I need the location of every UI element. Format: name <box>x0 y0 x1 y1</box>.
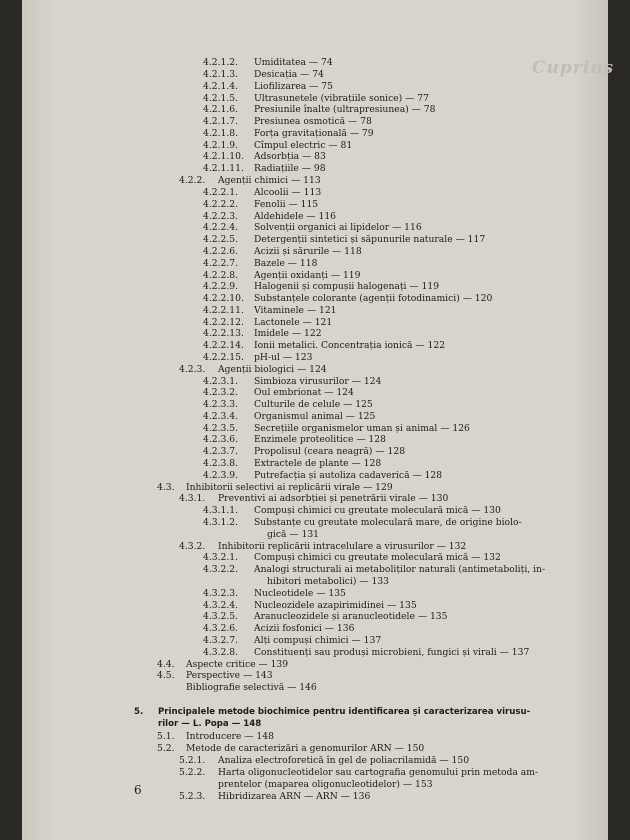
toc-entry: 4.2.3.5. Secrețiile organismelor uman și animal — 126 <box>203 423 470 434</box>
toc-entry: 4.2.2.2. Fenolii — 115 <box>203 199 319 210</box>
toc-entry-continuation: prentelor (maparea oligonucleotidelor) — 153 <box>218 779 433 790</box>
toc-entry: 4.2.3.3. Culturile de celule — 125 <box>203 399 373 410</box>
toc-entry: 4.2.2.14. Ionii metalici. Concentrația ionică — 122 <box>203 340 446 351</box>
toc-entry: 4.3.2.3. Nucleotidele — 135 <box>203 588 346 599</box>
toc-entry: 4.2.2.6. Acizii și sărurile — 118 <box>203 246 362 257</box>
toc-entry: 4.2.3.2. Oul embrionat — 124 <box>203 387 354 398</box>
toc-entry: 4.2.1.6. Presiunile înalte (ultrapresiunea) — 78 <box>203 104 436 115</box>
toc-entry: 4.2.1.4. Liofilizarea — 75 <box>203 81 333 92</box>
book-page <box>22 0 615 840</box>
toc-entry: 4.2.2.1. Alcoolii — 113 <box>203 187 322 198</box>
toc-entry: 4.2.3. Agenții biologici — 124 <box>179 364 327 375</box>
toc-entry: 5.2. Metode de caracterizări a genomurilor ARN — 150 <box>157 743 425 754</box>
toc-entry: 5.1. Introducere — 148 <box>157 731 274 742</box>
toc-entry: 4.2.3.4. Organismul animal — 125 <box>203 411 376 422</box>
toc-entry: 4.2.2.8. Agenții oxidanți — 119 <box>203 270 361 281</box>
toc-entry: 4.2.3.9. Putrefacția și autoliza cadaverică — 128 <box>203 470 443 481</box>
toc-entry: 5.2.2. Harta oligonucleotidelor sau cartografia genomului prin metoda am- <box>179 767 539 778</box>
toc-entry: 4.2.1.2. Umiditatea — 74 <box>203 57 333 68</box>
toc-entry: 4.3.2.8. Constituenți sau produși microbieni, fungici și virali — 137 <box>203 647 530 658</box>
chapter-heading: 5. Principalele metode biochimice pentru identificarea și caracterizarea virusu- <box>134 707 531 717</box>
toc-entry: 5.2.3. Hibridizarea ARN — ARN — 136 <box>179 791 371 802</box>
toc-entry: 4.2.1.9. Cîmpul electric — 81 <box>203 140 353 151</box>
toc-entry: 4.2.2.12. Lactonele — 121 <box>203 317 333 328</box>
toc-entry: 4.4. Aspecte critice — 139 <box>157 659 289 670</box>
toc-entry: 4.2.1.10. Adsorbția — 83 <box>203 151 326 162</box>
toc-entry: 5.2.1. Analiza electroforetică în gel de poliacrilamidă — 150 <box>179 755 470 766</box>
toc-entry: 4.2.3.6. Enzimele proteolitice — 128 <box>203 434 386 445</box>
toc-entry: 4.3.1.2. Substanțe cu greutate moleculară mare, de origine biolo- <box>203 517 522 528</box>
toc-entry: 4.2.2.13. Imidele — 122 <box>203 328 322 339</box>
toc-entry: 4.2.2.5. Detergenții sintetici și săpunurile naturale — 117 <box>203 234 486 245</box>
toc-entry: Bibliografie selectivă — 146 <box>186 682 317 693</box>
toc-entry: 4.2.3.1. Simbioza virusurilor — 124 <box>203 376 382 387</box>
toc-entry: 4.2.2.4. Solvenții organici ai lipidelor — 116 <box>203 222 422 233</box>
table-of-contents <box>22 0 608 840</box>
toc-entry: 4.2.2.11. Vitaminele — 121 <box>203 305 337 316</box>
toc-entry: 4.2.1.3. Desicația — 74 <box>203 69 324 80</box>
toc-entry: 4.2.3.8. Extractele de plante — 128 <box>203 458 382 469</box>
toc-entry: 4.5. Perspective — 143 <box>157 670 273 681</box>
toc-entry: 4.2.1.8. Forța gravitațională — 79 <box>203 128 374 139</box>
toc-entry-continuation: gică — 131 <box>267 529 320 540</box>
toc-entry: 4.2.2.3. Aldehidele — 116 <box>203 211 337 222</box>
toc-entry: 4.2.2.15. pH-ul — 123 <box>203 352 313 363</box>
toc-entry: 4.2.1.11. Radiațiile — 98 <box>203 163 326 174</box>
toc-entry: 4.3.2.1. Compuși chimici cu greutate moleculară mică — 132 <box>203 552 501 563</box>
toc-entry: 4.3.2. Inhibitorii replicării intracelulare a virusurilor — 132 <box>179 541 467 552</box>
toc-entry: 4.2.1.7. Presiunea osmotică — 78 <box>203 116 372 127</box>
toc-entry: 4.3.2.5. Aranucleozidele și aranucleotidele — 135 <box>203 611 448 622</box>
toc-entry: 4.3.2.7. Alți compuși chimici — 137 <box>203 635 382 646</box>
toc-entry: 4.2.2.7. Bazele — 118 <box>203 258 318 269</box>
bleed-through-heading: Cuprins <box>532 58 615 78</box>
toc-entry: 4.3. Inhibitorii selectivi ai replicării virale — 129 <box>157 482 393 493</box>
toc-entry: 4.2.2.9. Halogenii și compușii halogenați — 119 <box>203 281 440 292</box>
toc-entry: 4.3.1. Preventivi ai adsorbției și penetrării virale — 130 <box>179 493 449 504</box>
toc-entry: 4.3.2.6. Acizii fosfonici — 136 <box>203 623 355 634</box>
page-number: 6 <box>134 783 142 797</box>
toc-entry: 4.2.1.5. Ultrasunetele (vibrațiile sonice) — 77 <box>203 93 429 104</box>
toc-entry: 4.2.3.7. Propolisul (ceara neagră) — 128 <box>203 446 406 457</box>
toc-entry: 4.2.2.10. Substanțele colorante (agenții fotodinamici) — 120 <box>203 293 493 304</box>
chapter-heading-continuation: rilor — L. Popa — 148 <box>158 719 262 729</box>
toc-entry: 4.3.2.4. Nucleozidele azapirimidinei — 135 <box>203 600 417 611</box>
toc-entry: 4.3.1.1. Compuși chimici cu greutate moleculară mică — 130 <box>203 505 501 516</box>
toc-entry: 4.2.2. Agenții chimici — 113 <box>179 175 321 186</box>
toc-entry: 4.3.2.2. Analogi structurali ai metaboliților naturali (antimetaboliți, in- <box>203 564 546 575</box>
toc-entry-continuation: hibitori metabolici) — 133 <box>267 576 389 587</box>
